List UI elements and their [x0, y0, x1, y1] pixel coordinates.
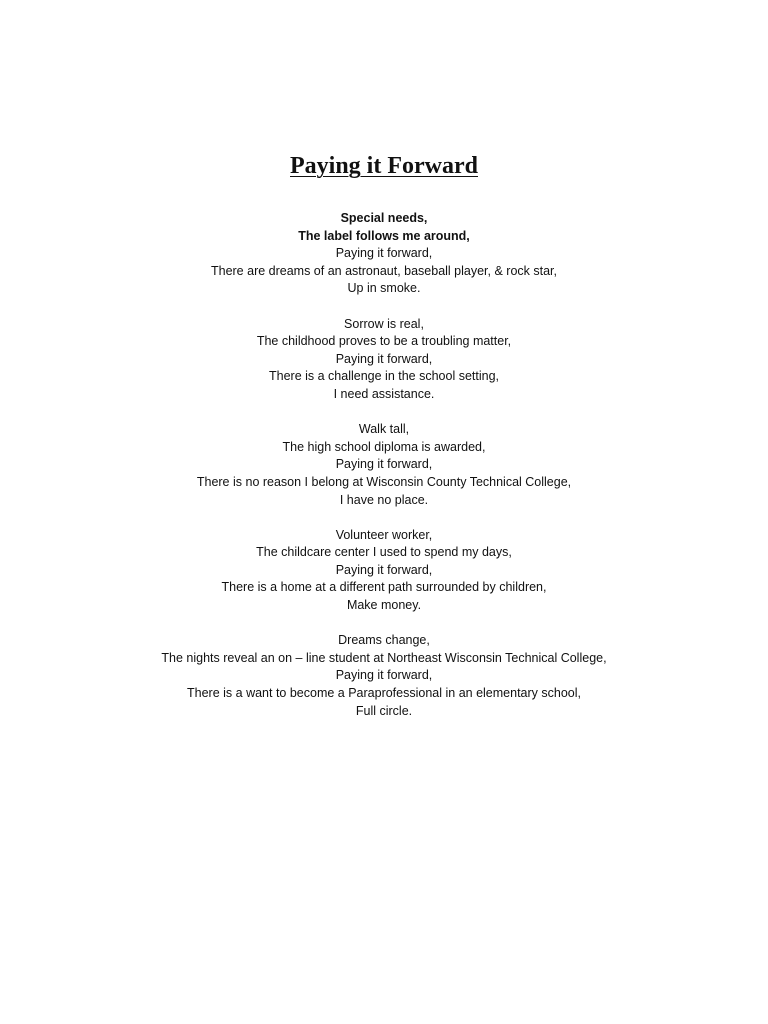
poem-line: Up in smoke.: [347, 281, 421, 296]
poem-line: The childhood proves to be a troubling matter,: [256, 334, 512, 349]
poem-line: I need assistance.: [333, 386, 435, 401]
stanza-5: [0, 632, 768, 720]
poem-line: The childcare center I used to spend my days,: [256, 545, 512, 560]
poem-line: Sorrow is real,: [344, 316, 424, 331]
poem-line: Paying it forward,: [335, 668, 433, 683]
stanza-3: [0, 421, 768, 509]
poem-body: [0, 210, 768, 738]
poem-line: There is a home at a different path surrounded by children,: [221, 580, 547, 595]
poem-line: There is no reason I belong at Wisconsin County Technical College,: [196, 474, 572, 489]
poem-line: Walk tall,: [358, 422, 410, 437]
poem-line: The nights reveal an on – line student at Northeast Wisconsin Technical College,: [161, 650, 607, 665]
poem-line: Dreams change,: [338, 633, 430, 648]
poem-line: There is a want to become a Paraprofessional in an elementary school,: [187, 686, 581, 701]
poem-line: Paying it forward,: [335, 246, 433, 261]
poem-line: Special needs,: [340, 211, 428, 225]
poem-line: Full circle.: [355, 703, 413, 718]
poem-line: I have no place.: [339, 492, 429, 507]
poem-line: The label follows me around,: [298, 228, 470, 243]
stanza-4: [0, 527, 768, 615]
poem-line: There are dreams of an astronaut, baseball player, & rock star,: [210, 263, 557, 278]
poem-line: Paying it forward,: [335, 457, 433, 472]
stanza-1: [0, 210, 768, 298]
poem-line: Make money.: [346, 598, 422, 613]
stanza-2: [0, 316, 768, 404]
poem-title: Paying it Forward: [290, 153, 478, 179]
poem-line: The high school diploma is awarded,: [282, 439, 486, 454]
poem-line: Paying it forward,: [335, 351, 433, 366]
poem-line: Paying it forward,: [335, 562, 433, 577]
poem-line: Volunteer worker,: [335, 527, 433, 542]
poem-line: There is a challenge in the school setting,: [269, 369, 499, 384]
